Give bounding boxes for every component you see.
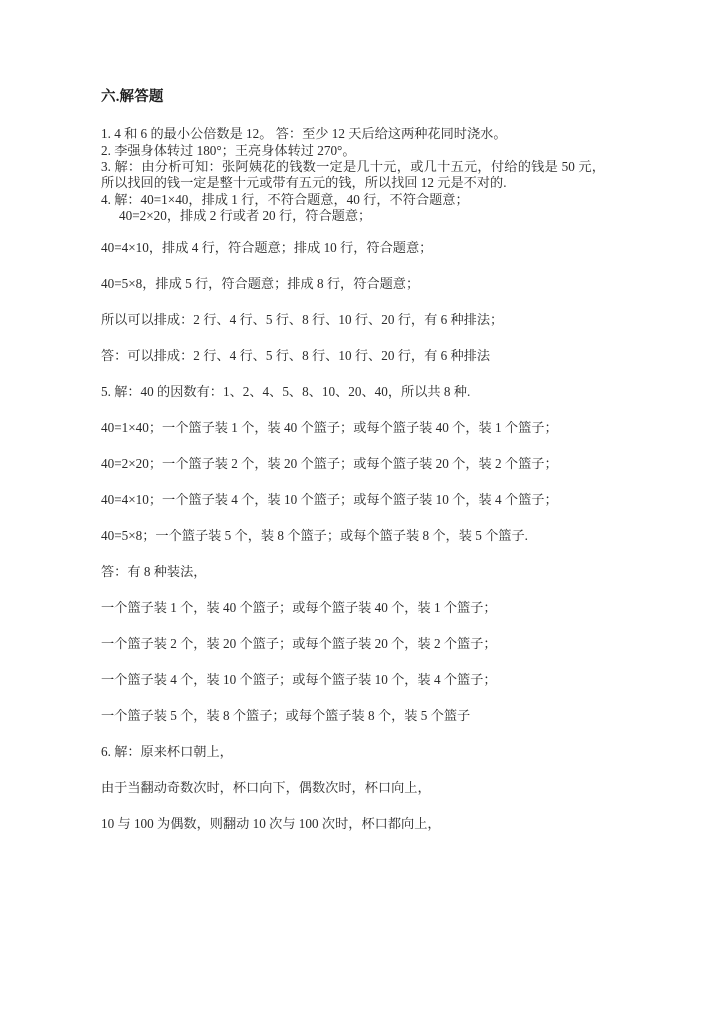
document-body: [101, 88, 605, 832]
paragraph-1: 40=4×10，排成 4 行，符合题意；排成 10 行，符合题意；: [101, 239, 433, 255]
compact-answer-block: [101, 126, 605, 224]
answer-line-4: 4. 解：40=1×40，排成 1 行，不符合题意，40 行，不符合题意；: [101, 191, 469, 207]
paragraph-6: 40=1×40；一个篮子装 1 个，装 40 个篮子；或每个篮子装 40 个，装 1 个篮子；: [101, 419, 558, 435]
paragraph-4: 答：可以排成：2 行、4 行、5 行、8 行、10 行、20 行，有 6 种排法: [101, 347, 491, 363]
paragraph-3: 所以可以排成：2 行、4 行、5 行、8 行、10 行、20 行，有 6 种排法；: [101, 311, 504, 327]
paragraph-10: 答：有 8 种装法，: [101, 563, 207, 579]
paragraph-11: 一个篮子装 1 个，装 40 个篮子；或每个篮子装 40 个，装 1 个篮子；: [101, 599, 497, 615]
answer-line-3: 3. 解：由分析可知：张阿姨花的钱数一定是几十元，或几十五元，付给的钱是 50 元，所以找回的钱一定是整十元或带有五元的钱，所以找回 12 元是不对的.: [101, 158, 605, 191]
section-heading: 六.解答题: [101, 89, 164, 105]
paragraph-8: 40=4×10；一个篮子装 4 个，装 10 个篮子；或每个篮子装 10 个，装 4 个篮子；: [101, 491, 558, 507]
paragraph-17: 10 与 100 为偶数，则翻动 10 次与 100 次时，杯口都向上，: [101, 815, 441, 831]
paragraph-2: 40=5×8，排成 5 行，符合题意；排成 8 行，符合题意；: [101, 275, 420, 291]
paragraph-15: 6. 解：原来杯口朝上，: [101, 743, 233, 759]
paragraph-5: 5. 解：40 的因数有：1、2、4、5、8、10、20、40，所以共 8 种.: [101, 383, 471, 399]
paragraph-12: 一个篮子装 2 个，装 20 个篮子；或每个篮子装 20 个，装 2 个篮子；: [101, 635, 497, 651]
answer-line-1: 1. 4 和 6 的最小公倍数是 12。 答：至少 12 天后给这两种花同时浇水。: [101, 126, 507, 142]
answer-line-5: 40=2×20，排成 2 行或者 20 行，符合题意；: [119, 208, 372, 224]
paragraph-16: 由于当翻动奇数次时，杯口向下，偶数次时，杯口向上，: [101, 779, 431, 795]
paragraph-7: 40=2×20；一个篮子装 2 个，装 20 个篮子；或每个篮子装 20 个，装 2 个篮子；: [101, 455, 558, 471]
answer-line-2: 2. 李强身体转过 180°；王亮身体转过 270°。: [101, 142, 356, 158]
paragraph-9: 40=5×8；一个篮子装 5 个，装 8 个篮子；或每个篮子装 8 个，装 5 个篮子.: [101, 527, 528, 543]
paragraph-14: 一个篮子装 5 个，装 8 个篮子；或每个篮子装 8 个，装 5 个篮子: [101, 707, 471, 723]
paragraph-13: 一个篮子装 4 个，装 10 个篮子；或每个篮子装 10 个，装 4 个篮子；: [101, 671, 497, 687]
